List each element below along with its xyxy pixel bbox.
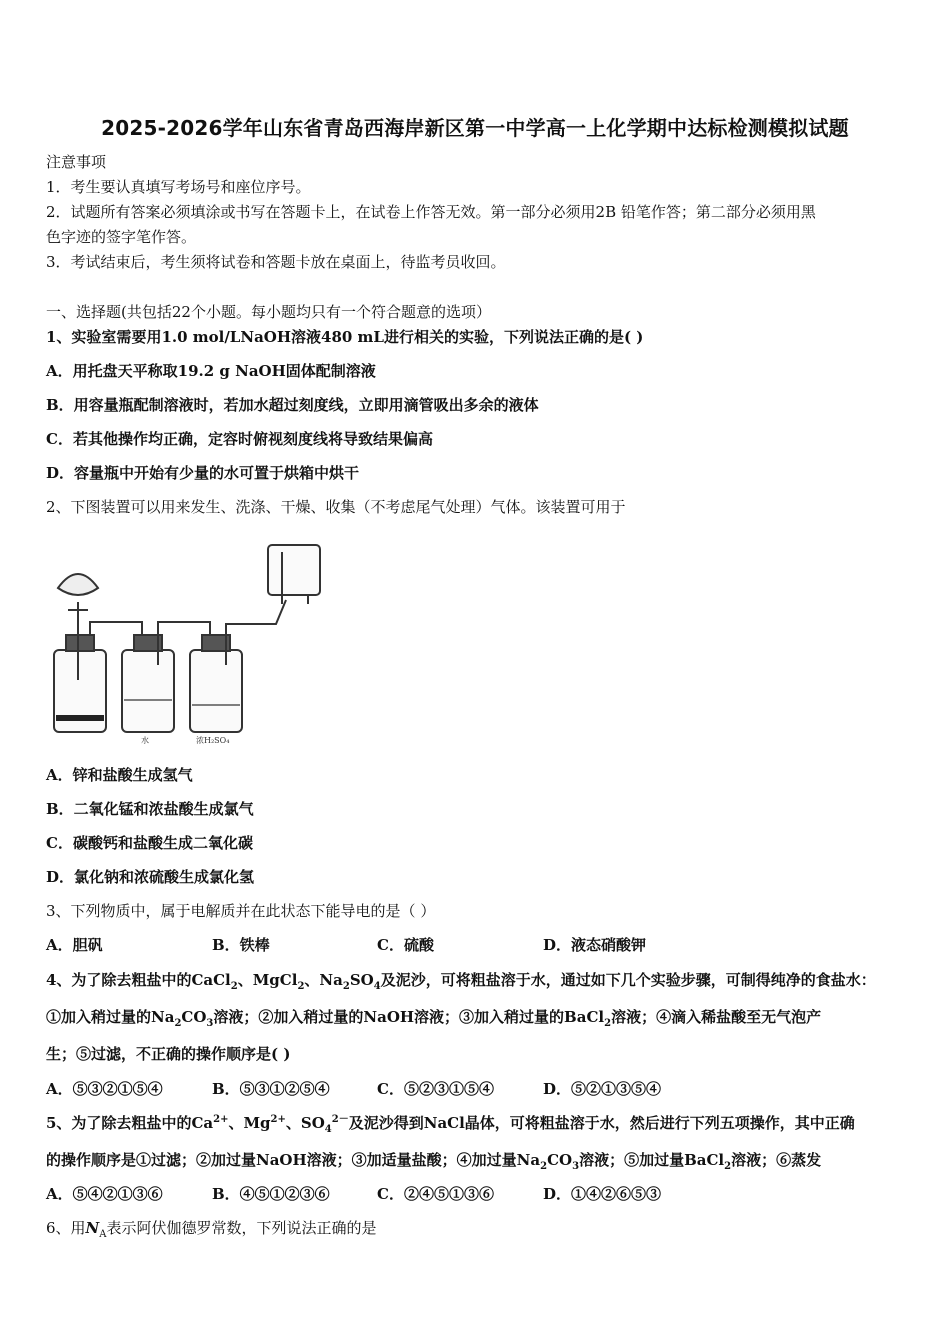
q3-option-d: D．液态硝酸钾 — [543, 936, 647, 954]
q2-stem: 2、下图装置可以用来发生、洗涤、干燥、收集（不考虑尾气处理）气体。该装置可用于 — [46, 498, 626, 516]
figure-label-water: 水 — [141, 736, 149, 745]
q5-option-b: B．④⑤①②③⑥ — [212, 1185, 330, 1203]
q1-option-b: B．用容量瓶配制溶液时，若加水超过刻度线，立即用滴管吸出多余的液体 — [46, 396, 539, 414]
q3-option-b: B．铁棒 — [212, 936, 270, 954]
q6-stem: 6、用$N_A$表示阿伏伽德罗常数，下列说法正确的是 — [46, 1219, 377, 1240]
q4-option-d: D．⑤②①③⑤④ — [543, 1080, 662, 1098]
notice-item-2: 2．试题所有答案必须填涂或书写在答题卡上，在试卷上作答无效。第一部分必须用2B 铅笔作答；第二部分必须用黑 — [46, 203, 816, 221]
q4-option-b: B．⑤③①②⑤④ — [212, 1080, 330, 1098]
q3-option-a: A．胆矾 — [46, 936, 103, 954]
q1-stem: 1、实验室需要用1.0 mol/LNaOH溶液480 mL进行相关的实验，下列说法正确的是( ) — [46, 328, 644, 346]
q1-option-a: A．用托盘天平称取19.2 g NaOH固体配制溶液 — [46, 362, 376, 380]
q1-option-c: C．若其他操作均正确，定容时俯视刻度线将导致结果偏高 — [46, 430, 433, 448]
q5-option-d: D．①④②⑥⑤③ — [543, 1185, 662, 1203]
page-title: 2025-2026学年山东省青岛西海岸新区第一中学高一上化学期中达标检测模拟试题 — [101, 116, 849, 140]
q1-option-d: D．容量瓶中开始有少量的水可置于烘箱中烘干 — [46, 464, 360, 482]
notice-item-3: 3．考试结束后，考生须将试卷和答题卡放在桌面上，待监考员收回。 — [46, 253, 506, 271]
q4-stem-line-2: ①加入稍过量的$Na_2CO_3$溶液；②加入稍过量的NaOH溶液；③加入稍过量的BaCl$_2$溶液；④滴入稀盐酸至无气泡产 — [46, 1008, 822, 1029]
q3-option-c: C．硫酸 — [377, 936, 434, 954]
q4-option-a: A．⑤③②①⑤④ — [46, 1080, 163, 1098]
q5-stem-line-2: 的操作顺序是①过滤；②加过量NaOH溶液；③加适量盐酸；④加过量$Na_2CO_3$溶液；⑤加过量BaCl$_2$溶液；⑥蒸发 — [46, 1151, 822, 1172]
q2-option-b: B．二氧化锰和浓盐酸生成氯气 — [46, 800, 254, 818]
gas-apparatus-figure — [46, 540, 346, 745]
q2-option-a: A．锌和盐酸生成氢气 — [46, 766, 193, 784]
q4-option-c: C．⑤②③①⑤④ — [377, 1080, 494, 1098]
q5-stem-line-1: 5、为了除去粗盐中的$Ca^{2+}$、$Mg^{2+}$、$SO_4^{2-}$及泥沙得到NaCl晶体，可将粗盐溶于水，然后进行下列五项操作，其中正确 — [46, 1114, 855, 1135]
q2-option-c: C．碳酸钙和盐酸生成二氧化碳 — [46, 834, 253, 852]
section-heading: 一、选择题(共包括22个小题。每小题均只有一个符合题意的选项） — [46, 303, 491, 321]
notice-item-2-cont: 色字迹的签字笔作答。 — [46, 228, 197, 246]
notice-heading: 注意事项 — [46, 153, 107, 171]
notice-item-1: 1．考生要认真填写考场号和座位序号。 — [46, 178, 311, 196]
q5-option-c: C．②④⑤①③⑥ — [377, 1185, 494, 1203]
q5-option-a: A．⑤④②①③⑥ — [46, 1185, 163, 1203]
q4-stem-line-1: 4、为了除去粗盐中的CaCl$_2$、MgCl$_2$、$Na_2SO_4$及泥沙，可将粗盐溶于水，通过如下几个实验步骤，可制得纯净的食盐水： — [46, 971, 876, 992]
q3-stem: 3、下列物质中，属于电解质并在此状态下能导电的是（ ） — [46, 902, 436, 920]
figure-label-h2so4: 浓H₂SO₄ — [196, 736, 230, 745]
q4-stem-line-3: 生；⑤过滤，不正确的操作顺序是( ) — [46, 1045, 291, 1063]
q2-option-d: D．氯化钠和浓硫酸生成氯化氢 — [46, 868, 255, 886]
